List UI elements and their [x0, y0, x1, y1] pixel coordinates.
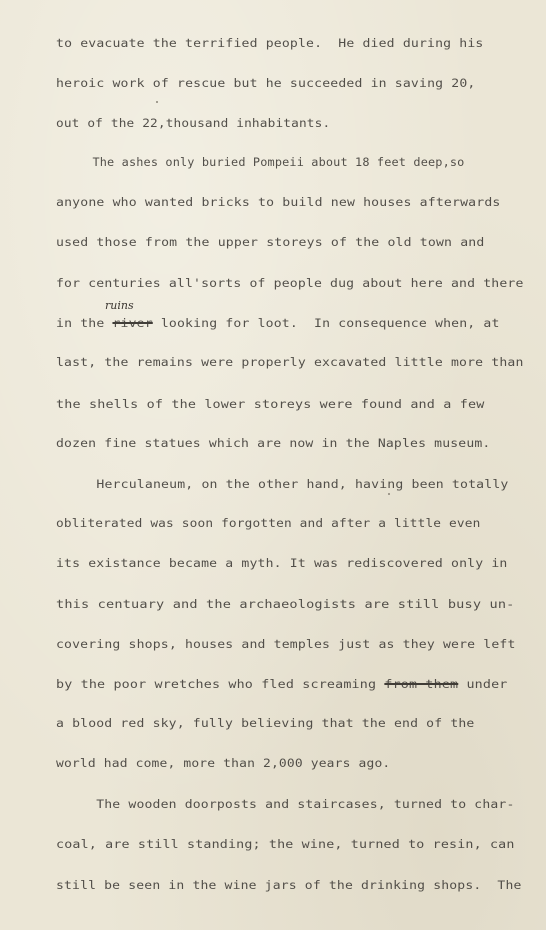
typed-line: [56, 756, 390, 770]
typed-line: [56, 837, 515, 851]
typed-line: [56, 355, 524, 369]
typed-line: [56, 556, 508, 570]
typed-line: [56, 797, 515, 811]
typed-line: [56, 637, 516, 651]
paper-speck: [156, 101, 158, 103]
typed-line: [56, 516, 480, 530]
line-text: still be seen in the wine jars of the drinking shops. The: [56, 878, 522, 892]
typed-line: [56, 316, 500, 330]
line-text: Herculaneum, on the other hand, having been totally: [56, 477, 509, 491]
typed-line: [56, 116, 330, 130]
line-text: by the poor wretches who fled screaming: [56, 677, 385, 691]
struck-through-text: from them: [384, 677, 459, 691]
line-text: this centuary and the archaeologists are still busy un-: [56, 597, 515, 611]
typed-line: [56, 878, 522, 892]
line-text: a blood red sky, fully believing that the end of the: [56, 716, 475, 730]
typed-line: [56, 195, 501, 209]
line-text: coal, are still standing; the wine, turned to resin, can: [56, 837, 515, 851]
line-text: used those from the upper storeys of the old town and: [56, 235, 485, 249]
line-text: The ashes only buried Pompeii about 18 feet deep,so: [56, 155, 465, 169]
line-text: out of the 22,thousand inhabitants.: [56, 116, 331, 130]
typed-line: [56, 477, 509, 491]
paper-speck: [388, 493, 390, 495]
line-text: The wooden doorposts and staircases, turned to char-: [56, 797, 515, 811]
typed-line: [56, 597, 515, 611]
typed-line: [56, 76, 475, 90]
typed-line: [56, 436, 490, 450]
line-text: for centuries all'sorts of people dug about here and there: [56, 276, 524, 290]
typed-line: [56, 276, 524, 290]
typed-line: [56, 677, 508, 691]
line-text: looking for loot. In consequence when, at: [152, 316, 500, 330]
line-text: to evacuate the terrified people. He died during his: [56, 36, 484, 50]
line-text: heroic work of rescue but he succeeded in saving 20,: [56, 76, 476, 90]
typed-line: [56, 235, 484, 249]
line-text: under: [458, 677, 508, 691]
typed-line: [56, 36, 483, 50]
typed-line: [56, 397, 484, 411]
handwritten-insertion: ruins: [105, 299, 134, 312]
line-text: world had come, more than 2,000 years ago.: [56, 756, 391, 770]
line-text: anyone who wanted bricks to build new houses afterwards: [56, 195, 501, 209]
line-text: dozen fine statues which are now in the Naples museum.: [56, 436, 491, 450]
line-text: the shells of the lower storeys were found and a few: [56, 397, 485, 411]
typed-line: [56, 155, 464, 169]
line-text: its existance became a myth. It was rediscovered only in: [56, 556, 508, 570]
line-text: covering shops, houses and temples just as they were left: [56, 637, 516, 651]
line-text: last, the remains were properly excavated little more than: [56, 355, 524, 369]
struck-through-text: river: [112, 316, 153, 330]
typed-line: [56, 716, 474, 730]
line-text: obliterated was soon forgotten and after a little even: [56, 516, 481, 530]
line-text: in the: [56, 316, 113, 330]
